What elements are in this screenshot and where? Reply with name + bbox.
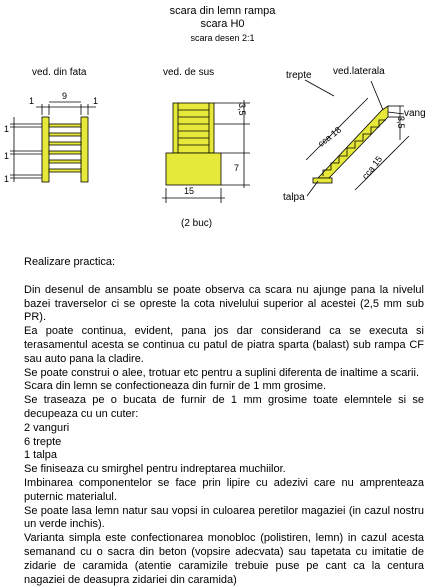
- front-row1-dim: 1: [4, 124, 10, 134]
- top-view-label: ved. de sus: [163, 67, 215, 78]
- list-item: 2 vanguri: [24, 421, 70, 434]
- side-cca18-dim: cca 18: [316, 124, 344, 149]
- drawing-subtitle: scara H0: [200, 18, 245, 30]
- top-view-drawing: [162, 100, 250, 203]
- side-view-drawing: [305, 80, 409, 196]
- list-item: 6 trepte: [24, 435, 62, 448]
- technical-drawing: [0, 0, 445, 250]
- front-view-label: ved. din fata: [32, 67, 87, 78]
- paragraph-5: Se traseaza pe o bucata de furnir de 1 mm grosime toate elemntele si se decupeaza cu un cuter:: [24, 394, 424, 420]
- paragraph-8: Se poate lasa lemn natur sau vopsi in culoarea peretilor magaziei (in cazul nostru un verde inchis).: [24, 504, 424, 531]
- top-height1-dim: 3,5: [237, 103, 247, 116]
- paragraph-9: Varianta simpla este confectionarea monobloc (polistiren, lemn) in cazul acesta semanand cu o sacra din beton (vopsire adecvata) sau tapetata cu imitatie de zidarie de caramida (atentie caramizile trebuie puse pe cant ca la centura nagaziei de deasupra zidariei din caramida): [24, 532, 424, 586]
- front-view-drawing: [10, 102, 96, 182]
- talpa-label: talpa: [283, 192, 305, 203]
- drawing-title: scara din lemn rampa: [169, 5, 276, 17]
- vang-label: vang: [404, 108, 426, 119]
- paragraph-4: Scara din lemn se confectioneaza din furnir de 1 mm grosime.: [24, 380, 327, 393]
- front-left-dim: 1: [29, 96, 35, 106]
- paragraph-7: Imbinarea componentelor se face prin lipire cu adezivi care nu amprenteaza puternic materialul.: [24, 476, 424, 503]
- side-35-dim: 3,5: [396, 116, 406, 129]
- paragraph-2: Ea poate continua, evident, pana jos dar considerand ca se executa si terasamentul acesta se continua cu patul de piatra sparta (balast) sub rampa CF sau auto pana la cladire.: [24, 325, 424, 365]
- front-row3-dim: 1: [4, 174, 10, 184]
- top-height2-dim: 7: [234, 163, 240, 173]
- paragraph-3: Se poate construi o alee, trotuar etc pentru a suplini diferenta de inaltime a scarii.: [24, 366, 420, 379]
- paragraph-1: Din desenul de ansamblu se poate observa ca scara nu ajunge pana la nivelul bazei traverselor ci se opreste la cota nivelului superior al acestei (2,5 mm sub PR).: [24, 283, 424, 324]
- list-item: 1 talpa: [24, 449, 58, 462]
- section-heading: Realizare practica:: [24, 256, 116, 268]
- instructions-text: [24, 256, 424, 587]
- drawing-scale: scara desen 2:1: [190, 33, 255, 43]
- top-width-dim: 15: [184, 186, 195, 196]
- side-cca15-dim: cca 15: [360, 154, 385, 182]
- count-label: (2 buc): [181, 218, 213, 229]
- side-view-label: ved.laterala: [333, 66, 385, 77]
- trepte-label: trepte: [286, 70, 312, 81]
- paragraph-6: Se finiseaza cu smirghel pentru indreptarea muchiilor.: [24, 463, 286, 476]
- front-width-dim: 9: [62, 91, 68, 101]
- front-row2-dim: 1: [4, 151, 10, 161]
- front-right-dim: 1: [93, 96, 99, 106]
